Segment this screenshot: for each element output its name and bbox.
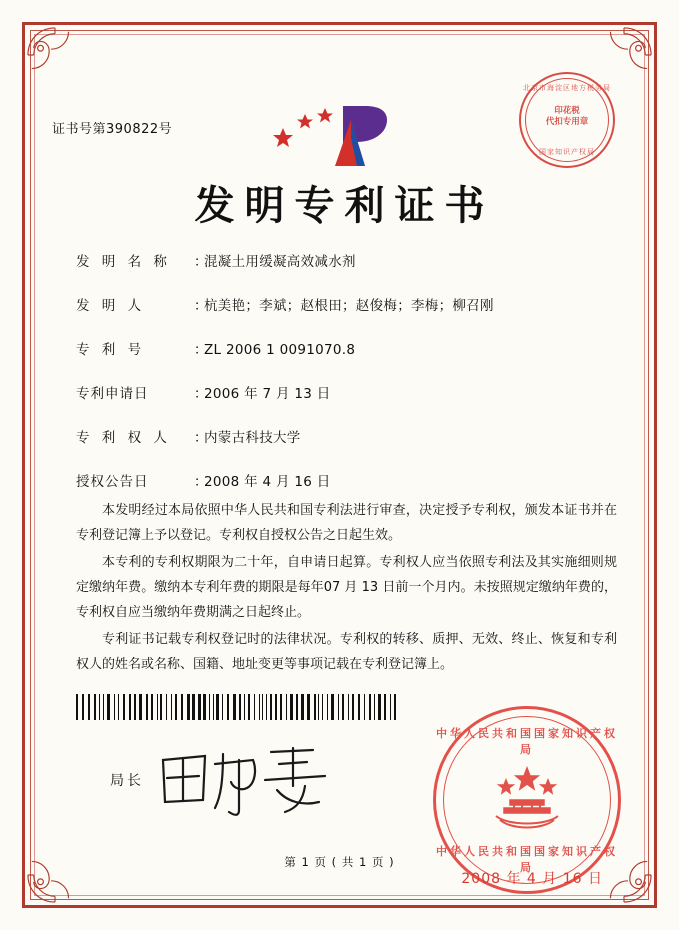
barcode-gap [85, 694, 87, 720]
barcode-bar [76, 694, 78, 720]
barcode-bar [275, 694, 277, 720]
barcode-bar [254, 694, 255, 720]
barcode-bar [270, 694, 272, 720]
field-colon: ： [194, 254, 208, 270]
fields-list [76, 250, 621, 514]
field-value-inventors: 杭美艳；李斌；赵根田；赵俊梅；李梅；柳召刚 [204, 298, 494, 314]
barcode-gap [178, 694, 180, 720]
barcode-gap [207, 694, 208, 720]
field-label: 专 利 号 [76, 342, 146, 358]
barcode-gap [215, 694, 216, 720]
field-value-patent-number: ZL 2006 1 0091070.8 [204, 342, 356, 358]
barcode-gap [251, 694, 253, 720]
barcode-bar [166, 694, 167, 720]
barcode-gap [154, 694, 156, 720]
barcode-bar [192, 694, 195, 720]
barcode-bar [314, 694, 316, 720]
barcode-bar [82, 694, 85, 720]
barcode-gap [220, 694, 221, 720]
barcode-bar [374, 694, 376, 720]
barcode-bar [181, 694, 184, 720]
field-label: 专利申请日 [76, 386, 149, 402]
legal-paragraph: 本专利的专利权期限为二十年，自申请日起算。专利权人应当依照专利法及其实施细则规定缴纳年费。缴纳本专利年费的期限是每年07 月 13 日前一个月内。未按照规定缴纳年费的，专利权自应当缴纳年费期满之日起终止。 [76, 555, 617, 620]
barcode-bar [175, 694, 177, 720]
barcode-gap [288, 694, 289, 720]
barcode-gap [294, 694, 295, 720]
barcode-bar [280, 694, 282, 720]
barcode-gap [361, 694, 363, 720]
barcode-gap [256, 694, 258, 720]
barcode-gap [116, 694, 117, 720]
barcode-bar [157, 694, 158, 720]
barcode-bar [262, 694, 263, 720]
barcode-gap [211, 694, 212, 720]
barcode-gap [237, 694, 239, 720]
legal-text [76, 498, 617, 679]
certificate-number: 证书号第390822号 [52, 122, 173, 137]
seal-arc-top-text: 中华人民共和国国家知识产权局 [436, 727, 618, 756]
barcode-gap [242, 694, 243, 720]
field-row [76, 470, 621, 490]
barcode-gap [397, 694, 398, 720]
barcode-gap [132, 694, 133, 720]
barcode-gap [345, 694, 347, 720]
barcode-gap [230, 694, 232, 720]
seal-center-text [521, 106, 613, 128]
barcode-gap [246, 694, 247, 720]
certificate-content [48, 50, 631, 887]
barcode-bar [352, 694, 355, 720]
barcode-bar [390, 694, 391, 720]
barcode-gap [350, 694, 351, 720]
field-colon: ： [194, 474, 208, 490]
barcode-bar [338, 694, 339, 720]
barcode-bar [244, 694, 245, 720]
field-row [76, 250, 621, 270]
seal-top-text: 北京市海淀区地方税务局 [523, 84, 611, 92]
field-label: 发 明 名 称 [76, 254, 171, 270]
barcode-gap [317, 694, 318, 720]
field-value-invention-name: 混凝土用缓凝高效减水剂 [204, 254, 356, 270]
barcode-gap [111, 694, 113, 720]
barcode-bar [198, 694, 201, 720]
barcode-gap [278, 694, 279, 720]
barcode-bar [384, 694, 387, 720]
national-emblem-icon [488, 764, 566, 836]
legal-paragraph: 专利证书记载专利权登记时的法律状况。专利权的转移、质押、无效、终止、恢复和专利权人的姓名或名称、国籍、地址变更等事项记载在专利登记簿上。 [76, 632, 617, 672]
barcode-gap [184, 694, 186, 720]
barcode-gap [324, 694, 326, 720]
barcode-bar [248, 694, 251, 720]
barcode-gap [126, 694, 128, 720]
barcode-gap [268, 694, 269, 720]
barcode-bar [146, 694, 149, 720]
barcode-gap [299, 694, 300, 720]
field-label: 授权公告日 [76, 474, 149, 490]
barcode-gap [382, 694, 383, 720]
barcode-gap [120, 694, 122, 720]
barcode-bar [227, 694, 230, 720]
barcode-bar [266, 694, 267, 720]
barcode-bar [327, 694, 328, 720]
barcode-gap [143, 694, 145, 720]
barcode-gap [366, 694, 368, 720]
barcode-gap [273, 694, 275, 720]
barcode-bar [99, 694, 100, 720]
barcode-bar [322, 694, 323, 720]
barcode-bar [364, 694, 366, 720]
barcode-bar [318, 694, 319, 720]
page-number: 第 1 页 ( 共 1 页 ) [284, 855, 395, 869]
barcode-gap [392, 694, 393, 720]
barcode-bar [118, 694, 119, 720]
barcode-bar [259, 694, 260, 720]
director-signature-icon [153, 740, 343, 820]
field-value-patentee: 内蒙古科技大学 [204, 430, 301, 446]
barcode-gap [387, 694, 389, 720]
field-label: 发 明 人 [76, 298, 146, 314]
barcode-bar [114, 694, 116, 720]
barcode-bar [296, 694, 299, 720]
barcode-gap [163, 694, 165, 720]
barcode-bar [358, 694, 360, 720]
barcode-gap [264, 694, 265, 720]
barcode-gap [335, 694, 337, 720]
barcode-bar [151, 694, 153, 720]
barcode-bar [94, 694, 96, 720]
barcode-bar [348, 694, 349, 720]
barcode-gap [311, 694, 313, 720]
barcode-bar [213, 694, 214, 720]
barcode-gap [283, 694, 285, 720]
barcode-bar [203, 694, 206, 720]
field-label: 专 利 权 人 [76, 430, 171, 446]
barcode-gap [261, 694, 262, 720]
barcode-gap [355, 694, 357, 720]
barcode-gap [376, 694, 377, 720]
barcode-bar [290, 694, 293, 720]
barcode-gap [159, 694, 160, 720]
field-row [76, 426, 621, 446]
barcode-gap [79, 694, 81, 720]
barcode-bar [233, 694, 236, 720]
field-value-application-date: 2006 年 7 月 13 日 [204, 386, 331, 402]
barcode-gap [202, 694, 203, 720]
field-row [76, 338, 621, 358]
barcode-bar [369, 694, 371, 720]
barcode-gap [329, 694, 331, 720]
barcode-bar [123, 694, 126, 720]
barcode-gap [101, 694, 102, 720]
barcode-gap [196, 694, 197, 720]
barcode-bar [342, 694, 344, 720]
barcode-bar [286, 694, 288, 720]
barcode-bar [139, 694, 142, 720]
barcode-gap [340, 694, 342, 720]
barcode-bar [378, 694, 381, 720]
barcode-bar [129, 694, 131, 720]
barcode-gap [97, 694, 98, 720]
barcode-gap [172, 694, 174, 720]
barcode-gap [305, 694, 307, 720]
field-colon: ： [194, 342, 208, 358]
barcode-gap [168, 694, 170, 720]
barcode-bar [216, 694, 219, 720]
field-colon: ： [194, 430, 208, 446]
seal-date: 2008 年 4 月 16 日 [461, 871, 603, 887]
barcode-bar [307, 694, 310, 720]
barcode-gap [149, 694, 150, 720]
barcode-bar [171, 694, 172, 720]
field-colon: ： [194, 386, 208, 402]
barcode-bar [394, 694, 396, 720]
barcode-bar [301, 694, 304, 720]
barcode-bar [222, 694, 223, 720]
barcode-bar [209, 694, 210, 720]
barcode-bar [134, 694, 137, 720]
barcode-bar [331, 694, 334, 720]
field-row [76, 382, 621, 402]
field-colon: ： [194, 298, 208, 314]
barcode [76, 694, 398, 720]
barcode-bar [88, 694, 91, 720]
sipo-logo-icon [265, 98, 415, 170]
barcode-gap [191, 694, 192, 720]
barcode-gap [137, 694, 138, 720]
barcode-gap [320, 694, 321, 720]
seal-arc-bottom-text: 中华人民共和国国家知识产权局 [436, 845, 618, 874]
barcode-gap [91, 694, 93, 720]
seal-center-line-2: 代扣专用章 [545, 117, 589, 127]
barcode-gap [372, 694, 373, 720]
barcode-gap [224, 694, 226, 720]
barcode-gap [104, 694, 106, 720]
seal-center-line-1: 印花税 [554, 106, 580, 116]
field-value-grant-date: 2008 年 4 月 16 日 [204, 474, 331, 490]
tax-stamp-seal [519, 72, 615, 168]
legal-paragraph: 本发明经过本局依照中华人民共和国专利法进行审查，决定授予专利权，颁发本证书并在专利登记簿上予以登记。专利权自授权公告之日起生效。 [76, 503, 617, 543]
barcode-bar [160, 694, 162, 720]
barcode-bar [187, 694, 190, 720]
field-row [76, 294, 621, 314]
page-title: 发明专利证书 [194, 182, 495, 229]
barcode-bar [103, 694, 104, 720]
barcode-bar [107, 694, 110, 720]
barcode-bar [239, 694, 241, 720]
seal-bottom-text: 国家知识产权局 [539, 148, 595, 156]
director-label: 局长 [110, 773, 144, 789]
